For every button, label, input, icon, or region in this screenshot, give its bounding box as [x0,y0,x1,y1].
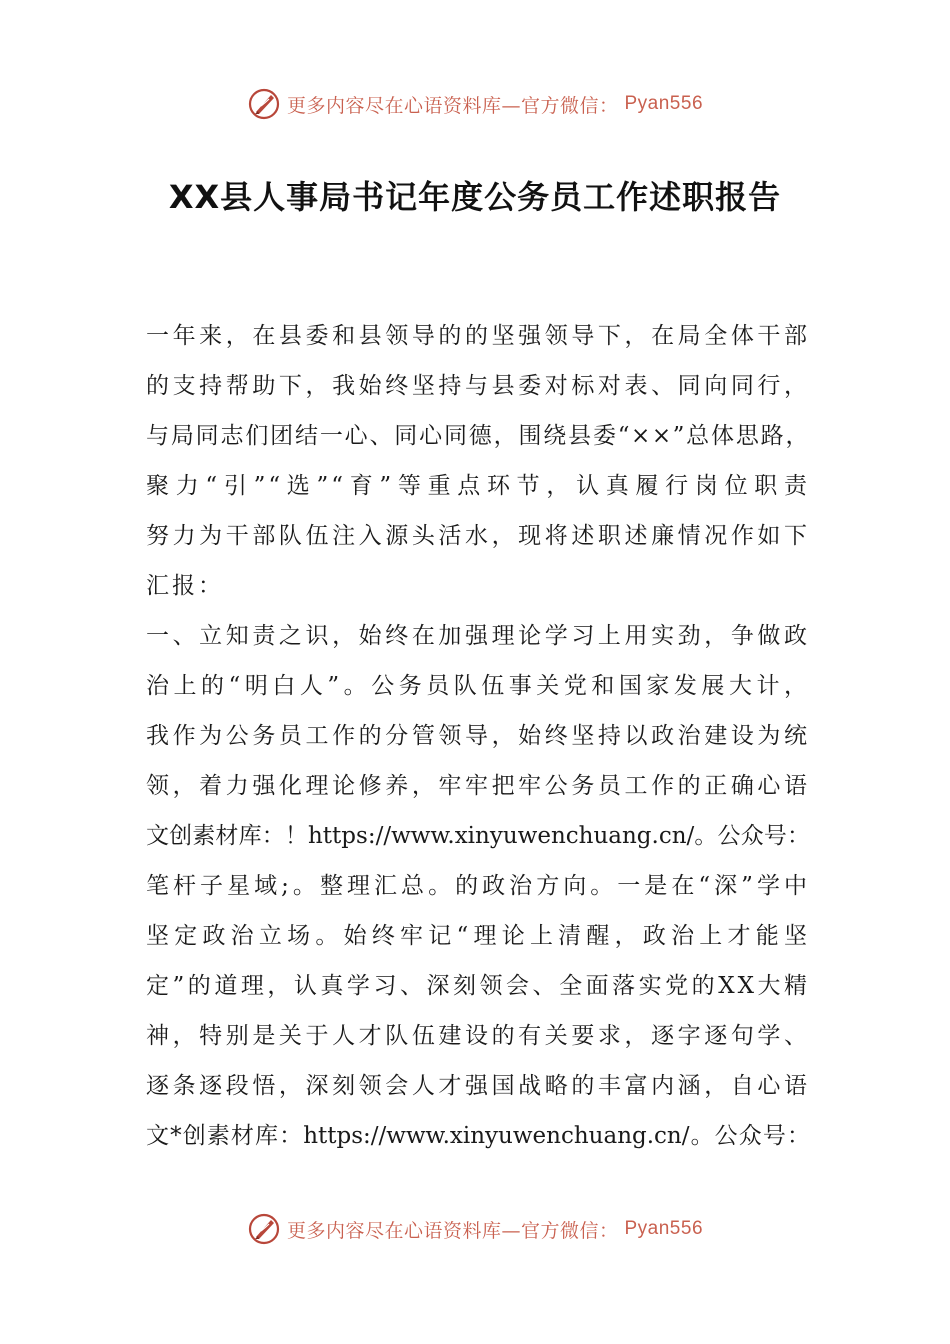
body-line: 文创素材库：！https://www.xinyuwenchuang.cn/。公众号： [146,823,810,849]
body-line: 与局同志们团结一心、同心同德，围绕县委“××”总体思路， [146,423,810,449]
body-line: 一、立知责之识，始终在加强理论学习上用实劲，争做政 [146,623,810,649]
body-line: 聚力“引”“选”“育”等重点环节，认真履行岗位职责 [146,473,810,499]
watermark-footer [0,1209,950,1249]
body-line: 努力为干部队伍注入源头活水，现将述职述廉情况作如下 [146,523,810,549]
quill-pen-seal-icon [247,1212,281,1246]
body-line: 领，着力强化理论修养，牢牢把牢公务员工作的正确心语 [146,773,810,799]
body-line: 一年来，在县委和县领导的的坚强领导下，在局全体干部 [146,323,810,349]
watermark-text: 更多内容尽在心语资料库—官方微信： [286,1219,619,1242]
document-body [146,311,810,1161]
body-line: 逐条逐段悟，深刻领会人才强国战略的丰富内涵，自心语 [146,1073,810,1099]
body-line: 汇报： [146,573,224,599]
watermark-header [0,84,950,124]
body-line: 定”的道理，认真学习、深刻领会、全面落实党的XX大精 [146,973,810,999]
body-line: 坚定政治立场。始终牢记“理论上清醒，政治上才能坚 [146,923,810,949]
body-line: 治上的“明白人”。公务员队伍事关党和国家发展大计， [146,673,810,699]
quill-pen-seal-icon [247,87,281,121]
body-line: 文*创素材库：https://www.xinyuwenchuang.cn/。公众号： [146,1123,810,1149]
body-line: 我作为公务员工作的分管领导，始终坚持以政治建设为统 [146,723,810,749]
body-line: 笔杆子星域;。整理汇总。的政治方向。一是在“深”学中 [146,873,810,899]
watermark-text: 更多内容尽在心语资料库—官方微信： [286,94,619,117]
watermark-wechat-id: Pyan556 [624,93,704,114]
document-title: XX县人事局书记年度公务员工作述职报告 [168,178,782,216]
body-line: 神，特别是关于人才队伍建设的有关要求，逐字逐句学、 [146,1023,810,1049]
watermark-wechat-id: Pyan556 [624,1218,704,1239]
body-line: 的支持帮助下，我始终坚持与县委对标对表、同向同行， [146,373,810,399]
